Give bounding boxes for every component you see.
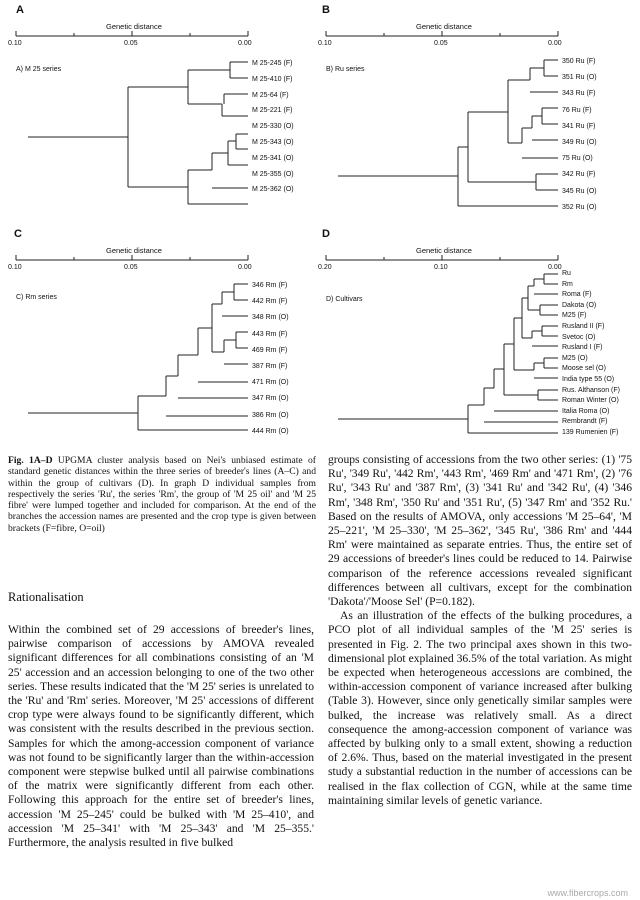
panel-c-label: C <box>14 228 22 240</box>
section-heading: Rationalisation <box>8 590 84 604</box>
series-label-a: A) M 25 series <box>16 66 62 73</box>
leaf-label: Rusland I (F) <box>562 344 603 352</box>
body-text-right-1: groups consisting of accessions from the two other series: (1) '75 Ru', '349 Ru', '442 Rm', '443 Rm', '469 Rm' and '471 Rm', (2) '76 Ru', '343 Ru' and '387 Rm', (3) '341 Ru' and '342 Ru', (4) '346 Rm', '348 Rm', '350 Ru' and '351 Ru', (5) '347 Rm' and '352 Ru.' Based on the results of AMOVA, only accessions 'M 25–64', 'M 25–221', 'M 25–330', 'M 25–362', '345 Ru', '386 Rm' and '444 Rm' were maintained as separate entries. Thus, the entire set of 29 accessions of breeder's lines could be reduced to 14. Pairwise comparison of the reference accessions revealed significant differences between all cultivars, except for the combination 'Dakota'/'Moose Sel' (P=0.182). <box>328 453 632 609</box>
leaf-label: 346 Rm (F) <box>252 282 288 289</box>
tick-d-mid: 0.10 <box>434 264 448 271</box>
leaf-label: Rembrandt (F) <box>562 418 608 426</box>
dendrogram-panel-d <box>318 228 628 448</box>
leaf-label: 347 Rm (O) <box>252 395 289 403</box>
series-label-b: B) Ru series <box>326 66 365 73</box>
dendrogram-panel-c <box>8 228 318 448</box>
leaf-label: Ru <box>562 270 571 277</box>
leaf-label: 442 Rm (F) <box>252 298 288 306</box>
leaf-label: M25 (F) <box>562 312 587 320</box>
tick-a-right: 0.00 <box>238 40 252 47</box>
leaf-label: 351 Ru (O) <box>562 74 597 82</box>
leaf-label: 75 Ru (O) <box>562 155 593 163</box>
leaf-label: M25 (O) <box>562 354 588 362</box>
leaf-label: M 25-341 (O) <box>252 154 294 162</box>
axis-title-a: Genetic distance <box>106 22 162 31</box>
leaf-label: 469 Rm (F) <box>252 346 288 354</box>
figure-caption-text: UPGMA cluster analysis based on Nei's unbiased estimate of standard genetic distances within the three series of breeder's lines (A–C) and within the group of cultivars (D). In graph D individual samples from respectively the series 'Ru', the series 'Rm', the group of 'M 25 oil' and 'M 25 fibre' were lumped together and included for comparison. At the end of the branches the accession names are presented and the crop type is given between brackets (F=fibre, O=oil) <box>8 455 316 534</box>
leaf-label: Rus. Althanson (F) <box>562 386 620 394</box>
leaf-label: 471 Rm (O) <box>252 379 289 387</box>
watermark: www.fibercrops.com <box>547 888 628 898</box>
leaf-label: M 25-410 (F) <box>252 75 293 83</box>
tick-a-mid: 0.05 <box>124 40 138 47</box>
series-label-c: C) Rm series <box>16 294 57 301</box>
leaf-label: Roma (F) <box>562 291 592 299</box>
leaf-label: 350 Ru (F) <box>562 58 596 65</box>
tick-c-mid: 0.05 <box>124 264 138 271</box>
leaf-label: M 25-355 (O) <box>252 170 294 178</box>
leaf-label: 444 Rm (O) <box>252 427 289 435</box>
figure-caption-label: Fig. 1A–D <box>8 455 53 466</box>
tick-a-left: 0.10 <box>8 40 22 47</box>
dendrogram-panel-a <box>8 4 318 224</box>
leaf-label: Rm <box>562 280 573 288</box>
leaf-label: M 25-245 (F) <box>252 60 293 67</box>
leaf-label: 443 Rm (F) <box>252 330 288 338</box>
tick-c-right: 0.00 <box>238 264 252 271</box>
leaf-label: 76 Ru (F) <box>562 106 592 114</box>
leaf-label: India type 55 (O) <box>562 375 615 383</box>
leaf-list-c <box>252 278 289 440</box>
leaf-label: 348 Rm (O) <box>252 314 289 322</box>
axis-title-c: Genetic distance <box>106 246 162 255</box>
leaf-label: 343 Ru (F) <box>562 90 596 98</box>
leaf-list-d <box>562 269 620 439</box>
dendrogram-panel-b <box>318 4 628 224</box>
leaf-label: 139 Rumenien (F) <box>562 428 619 436</box>
panel-a-label: A <box>16 4 24 16</box>
panel-d-label: D <box>322 228 330 240</box>
leaf-list-b <box>562 54 597 216</box>
tick-b-left: 0.10 <box>318 40 332 47</box>
leaf-label: M 25-330 (O) <box>252 123 294 131</box>
axis-title-b: Genetic distance <box>416 22 472 31</box>
leaf-label: Roman Winter (O) <box>562 397 619 405</box>
tick-b-mid: 0.05 <box>434 40 448 47</box>
tick-c-left: 0.10 <box>8 264 22 271</box>
leaf-label: Italia Roma (O) <box>562 407 610 415</box>
figure-caption <box>8 455 316 534</box>
body-column-right <box>328 453 632 808</box>
leaf-label: Svetoc (O) <box>562 333 596 341</box>
leaf-label: 386 Rm (O) <box>252 411 289 419</box>
leaf-label: M 25-343 (O) <box>252 138 294 146</box>
leaf-label: 387 Rm (F) <box>252 363 288 371</box>
body-text-left: Within the combined set of 29 accessions of breeder's lines, pairwise comparison of accessions by AMOVA revealed significant differences for all combinations consisting of an 'M 25' accession and an accession belonging to one of the two other series. These results indicated that the 'M 25' series is unrelated to the 'Ru' and 'Rm' series. Moreover, 'M 25' accessions of different crop type were always found to be significantly different, which was consistent with the results described in the previous section. Samples for which the among-accession component of variance was not found to be significantly larger than the within-accession component were stepwise bulked until all pairwise combinations of the matrix were significantly different from each other. Following this approach for the entire set of breeder's lines, accession 'M 25–245' could be bulked with 'M 25–410', and accession 'M 25–341' with 'M 25–343' and 'M 25–355.' Furthermore, the analysis resulted in five bulked <box>8 623 314 850</box>
leaf-label: 341 Ru (F) <box>562 122 596 130</box>
leaf-label: M 25-362 (O) <box>252 186 294 194</box>
body-text-right-2: As an illustration of the effects of the bulking procedures, a PCO plot of all individual samples of the 'M 25' series is presented in Fig. 2. The two principal axes shown in this two-dimensional plot explained 36.5% of the total variation. As might be expected when heterogeneous accessions are combined, the within-accession component of variance increased after bulking (Table 3). However, since only genetically similar samples were bulked, the increase was relatively small. As a direct consequence the among-accession component of variance was affected by bulking only to a small extent, showing a reduction of 2.6%. Thus, based on the material investigated in the present study a substantial reduction in the number of accessions can be realised in the flax collection of CGN, while at the same time maintaining similar levels of genetic variance. <box>328 609 632 807</box>
tick-d-right: 0.00 <box>548 264 562 271</box>
tick-d-left: 0.20 <box>318 264 332 271</box>
leaf-label: 345 Ru (O) <box>562 187 597 195</box>
panel-b-label: B <box>322 4 330 16</box>
leaf-label: Dakota (O) <box>562 301 597 309</box>
leaf-label: 352 Ru (O) <box>562 203 597 211</box>
leaf-label: Moose sel (O) <box>562 365 606 373</box>
leaf-list-a <box>252 56 294 198</box>
series-label-d: D) Cultivars <box>326 296 363 303</box>
leaf-label: Rusland II (F) <box>562 322 605 330</box>
axis-title-d: Genetic distance <box>416 246 472 255</box>
leaf-label: M 25-64 (F) <box>252 91 289 99</box>
leaf-label: 342 Ru (F) <box>562 171 596 179</box>
tick-b-right: 0.00 <box>548 40 562 47</box>
leaf-label: 349 Ru (O) <box>562 139 597 147</box>
leaf-label: M 25-221 (F) <box>252 107 293 115</box>
